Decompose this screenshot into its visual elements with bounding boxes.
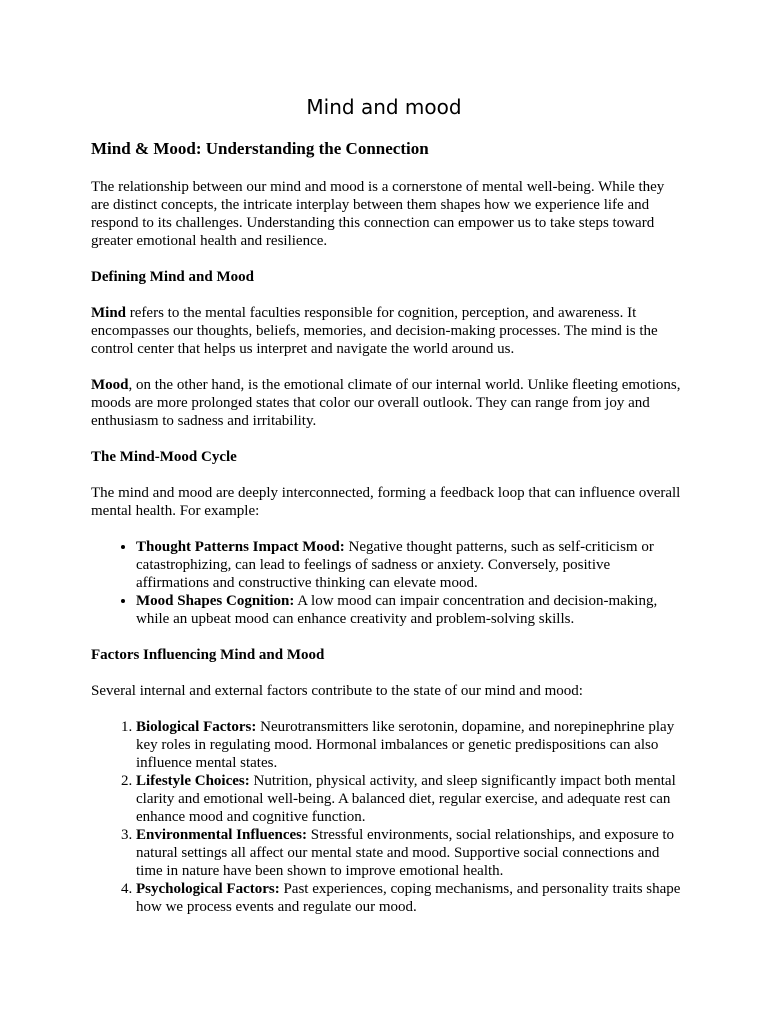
list-item bbox=[136, 538, 681, 592]
list-item-text: Nutrition, physical activity, and sleep significantly impact both mental clarity and emotional well-being. A balanced diet, regular exercise, and adequate rest can enhance mood and cognitive function. bbox=[136, 773, 676, 825]
list-item bbox=[136, 718, 681, 772]
document-body bbox=[91, 138, 681, 934]
list-item-term: Biological Factors: bbox=[136, 719, 257, 735]
mind-term: Mind bbox=[91, 305, 127, 321]
list-item-text: Past experiences, coping mechanisms, and personality traits shape how we process events and regulate our mood. bbox=[136, 881, 681, 915]
mood-definition-text: , on the other hand, is the emotional climate of our internal world. Unlike fleeting emotions, moods are more prolonged states that color our overall outlook. They can range from joy and enthusiasm to sadness and irritability. bbox=[91, 377, 681, 429]
list-item-term: Environmental Influences: bbox=[136, 827, 307, 843]
list-item-text: Neurotransmitters like serotonin, dopamine, and norepinephrine play key roles in regulating mood. Hormonal imbalances or genetic predispositions can also influence mental states. bbox=[136, 719, 675, 771]
mood-term: Mood bbox=[91, 377, 129, 393]
mind-definition-text: refers to the mental faculties responsible for cognition, perception, and awareness. It encompasses our thoughts, beliefs, memories, and decision-making processes. The mind is the control center that helps us interpret and navigate the world around us. bbox=[91, 305, 658, 357]
list-item bbox=[136, 772, 681, 826]
list-item-term: Lifestyle Choices: bbox=[136, 773, 250, 789]
mood-definition-paragraph bbox=[91, 376, 681, 430]
list-item bbox=[136, 880, 681, 916]
document-title: Mind and mood bbox=[306, 95, 462, 119]
list-item-term: Mood Shapes Cognition: bbox=[136, 593, 295, 609]
list-item-text: Stressful environments, social relationships, and exposure to natural settings all affect our mental state and mood. Supportive social connections and time in nature have been shown to improve emotional health. bbox=[136, 827, 675, 879]
list-item bbox=[136, 826, 681, 880]
list-item-text: A low mood can impair concentration and decision-making, while an upbeat mood can enhance creativity and problem-solving skills. bbox=[136, 593, 658, 627]
list-item bbox=[136, 592, 681, 628]
intro-paragraph: The relationship between our mind and mood is a cornerstone of mental well-being. While they are distinct concepts, the intricate interplay between them shapes how we experience life and respond to its challenges. Understanding this connection can empower us to take steps toward greater emotional health and resilience. bbox=[91, 179, 665, 249]
section-heading-factors: Factors Influencing Mind and Mood bbox=[91, 647, 325, 663]
section-heading-defining: Defining Mind and Mood bbox=[91, 269, 254, 285]
section-heading-cycle: The Mind-Mood Cycle bbox=[91, 449, 237, 465]
cycle-intro-paragraph: The mind and mood are deeply interconnected, forming a feedback loop that can influence overall mental health. For example: bbox=[91, 485, 681, 519]
factors-intro-paragraph: Several internal and external factors contribute to the state of our mind and mood: bbox=[91, 683, 583, 699]
list-item-term: Psychological Factors: bbox=[136, 881, 280, 897]
list-item-text: Negative thought patterns, such as self-criticism or catastrophizing, can lead to feelings of sadness or anxiety. Conversely, positive affirmations and constructive thinking can elevate mood. bbox=[136, 539, 654, 591]
mind-definition-paragraph bbox=[91, 304, 681, 358]
cycle-bullet-list bbox=[91, 538, 681, 628]
list-item-term: Thought Patterns Impact Mood: bbox=[136, 539, 345, 555]
factors-numbered-list bbox=[91, 718, 681, 916]
main-heading: Mind & Mood: Understanding the Connection bbox=[91, 139, 429, 158]
